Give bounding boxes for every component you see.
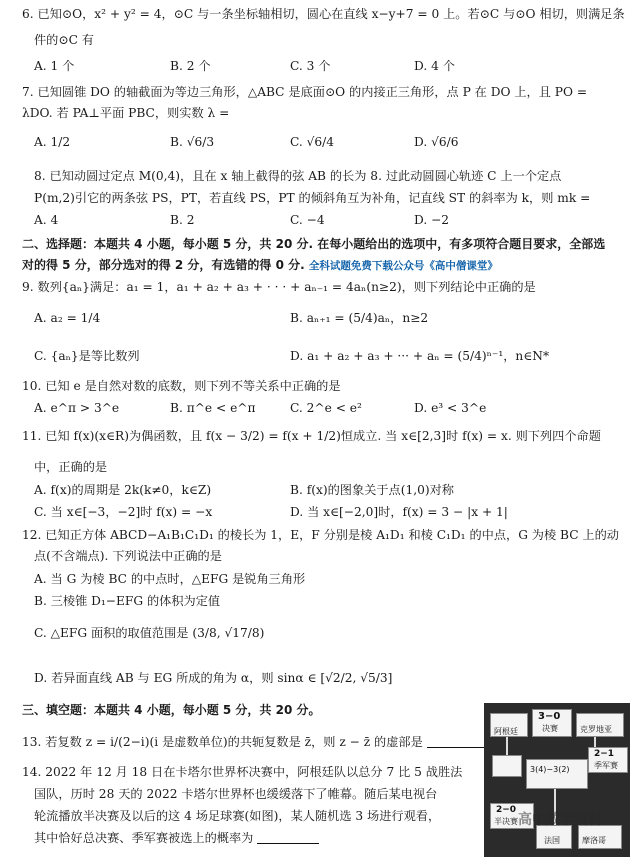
q7-option-c: C. √6/4: [290, 135, 335, 149]
q8-option-c: C. −4: [290, 213, 325, 227]
team-argentina: 阿根廷: [494, 727, 518, 736]
penalty-score: 3(4)−3(2): [530, 765, 570, 774]
q11-option-c: C. 当 x∈[−3，−2]时 f(x) = −x: [34, 505, 213, 519]
q13-line: [22, 734, 491, 750]
q14-stem-line3: 轮流播放半决赛及以后的这 4 场足球赛(如图)，某人随机选 3 场进行观看，: [34, 809, 441, 823]
q13-stem: 13. 若复数 z = i/(2−i)(i 是虚数单位)的共轭复数是 z̄，则 z − z̄ 的虚部是: [22, 735, 423, 749]
q6-option-d: D. 4 个: [414, 59, 455, 73]
q7-option-a: A. 1/2: [34, 135, 71, 149]
promo-text: 全科试题免费下载公众号《高中僧课堂》: [308, 260, 498, 272]
q12-stem-line2: 点(不含端点). 下列说法中正确的是: [34, 549, 222, 563]
q11-stem-line1: 11. 已知 f(x)(x∈R)为偶函数，且 f(x − 3/2) = f(x + 1/2)恒成立. 当 x∈[2,3]时 f(x) = x. 则下列四个命题: [22, 429, 601, 443]
q11-stem-line2: 中，正确的是: [34, 460, 108, 474]
penalty-box: [526, 759, 588, 789]
q9-option-a: A. a₂ = 1/4: [34, 311, 101, 325]
q10-option-a: A. e^π > 3^e: [34, 401, 120, 415]
q11-option-d: D. 当 x∈[−2,0]时，f(x) = 3 − |x + 1|: [290, 505, 508, 519]
bracket-figure: [484, 703, 630, 857]
q7-option-b: B. √6/3: [170, 135, 215, 149]
q8-option-a: A. 4: [34, 213, 59, 227]
q14-stem-line1: 14. 2022 年 12 月 18 日在卡塔尔世界杯决赛中，阿根廷队以总分 7 比 5 战胜法: [22, 765, 463, 779]
final-label: 决赛: [542, 724, 558, 733]
q9-option-b: B. aₙ₊₁ = (5/4)aₙ，n≥2: [290, 311, 429, 325]
q7-stem-line1: 7. 已知圆锥 DO 的轴截面为等边三角形，△ABC 是底面⊙O 的内接正三角形，点 P 在 DO 上，且 PO =: [22, 85, 588, 99]
q13-answer-blank[interactable]: [427, 747, 491, 748]
team-morocco: 摩洛哥: [582, 836, 606, 845]
q11-option-b: B. f(x)的图象关于点(1,0)对称: [290, 483, 454, 497]
q11-option-a: A. f(x)的周期是 2k(k≠0，k∈Z): [34, 483, 212, 497]
team-croatia: 克罗地亚: [580, 725, 612, 734]
q9-option-c: C. {aₙ}是等比数列: [34, 349, 140, 363]
q10-option-d: D. e³ < 3^e: [414, 401, 487, 415]
q8-stem-line2: P(m,2)引它的两条弦 PS，PT，若直线 PS，PT 的倾斜角互为补角，记直线 ST 的斜率为 k，则 mk =: [34, 191, 591, 205]
team-box-left-2: [492, 755, 522, 777]
q14-line4: [34, 830, 319, 846]
q12-option-a: A. 当 G 为棱 BC 的中点时，△EFG 是锐角三角形: [34, 572, 306, 586]
q6-stem-line1: 6. 已知⊙O，x² + y² = 4，⊙C 与一条坐标轴相切，圆心在直线 x−y+7 = 0 上。若⊙C 与⊙O 相切，则满足条: [22, 7, 625, 21]
q12-option-d: D. 若异面直线 AB 与 EG 所成的角为 α，则 sinα ∈ [√2/2, √5/3]: [34, 671, 393, 685]
watermark-text: 高中数学资料: [518, 812, 602, 828]
q6-stem-line2: 件的⊙C 有: [34, 33, 94, 47]
q14-stem-line4: 其中恰好总决赛、季军赛被选上的概率为: [34, 831, 254, 845]
q10-option-b: B. π^e < e^π: [170, 401, 256, 415]
semi-score: 2−0: [496, 805, 517, 815]
section2-heading-line2: 对的得 5 分，部分选对的得 2 分，有选错的得 0 分.: [22, 258, 305, 272]
q12-option-c: C. △EFG 面积的取值范围是 (3/8, √17/8): [34, 626, 265, 640]
q10-stem: 10. 已知 e 是自然对数的底数，则下列不等关系中正确的是: [22, 379, 341, 393]
q8-option-b: B. 2: [170, 213, 195, 227]
team-france: 法国: [544, 836, 560, 845]
q8-stem-line1: 8. 已知动圆过定点 M(0,4)，且在 x 轴上截得的弦 AB 的长为 8. 过此动圆圆心轨迹 C 上一个定点: [34, 169, 562, 183]
q12-stem-line1: 12. 已知正方体 ABCD−A₁B₁C₁D₁ 的棱长为 1，E，F 分别是棱 A₁D₁ 和棱 C₁D₁ 的中点，G 为棱 BC 上的动: [22, 528, 619, 542]
q6-option-a: A. 1 个: [34, 59, 75, 73]
third-score: 2−1: [594, 749, 615, 759]
semi-label: 半决赛: [494, 817, 518, 826]
section3-heading: 三、填空题：本题共 4 小题，每小题 5 分，共 20 分。: [22, 703, 321, 717]
section2-heading-line1: 二、选择题：本题共 4 小题，每小题 5 分，共 20 分. 在每小题给出的选项中，有多项符合题目要求，全部选: [22, 237, 606, 251]
q6-option-b: B. 2 个: [170, 59, 211, 73]
q14-answer-blank[interactable]: [257, 843, 319, 844]
q7-option-d: D. √6/6: [414, 135, 459, 149]
section2-heading-line2-wrap: [22, 257, 498, 274]
q9-option-d: D. a₁ + a₂ + a₃ + ··· + aₙ = (5/4)ⁿ⁻¹，n∈N*: [290, 349, 550, 363]
final-score: 3−0: [538, 711, 561, 722]
third-label: 季军赛: [594, 761, 618, 770]
q14-stem-line2: 国队，历时 28 天的 2022 卡塔尔世界杯也缓缓落下了帷幕。随后某电视台: [34, 787, 438, 801]
q10-option-c: C. 2^e < e²: [290, 401, 362, 415]
q9-stem: 9. 数列{aₙ}满足：a₁ = 1，a₁ + a₂ + a₃ + · · · + aₙ₋₁ = 4aₙ(n≥2)，则下列结论中正确的是: [22, 280, 536, 294]
q7-stem-line2: λDO. 若 PA⊥平面 PBC，则实数 λ =: [22, 106, 230, 120]
q12-option-b: B. 三棱锥 D₁−EFG 的体积为定值: [34, 594, 221, 608]
q8-option-d: D. −2: [414, 213, 450, 227]
q6-option-c: C. 3 个: [290, 59, 331, 73]
